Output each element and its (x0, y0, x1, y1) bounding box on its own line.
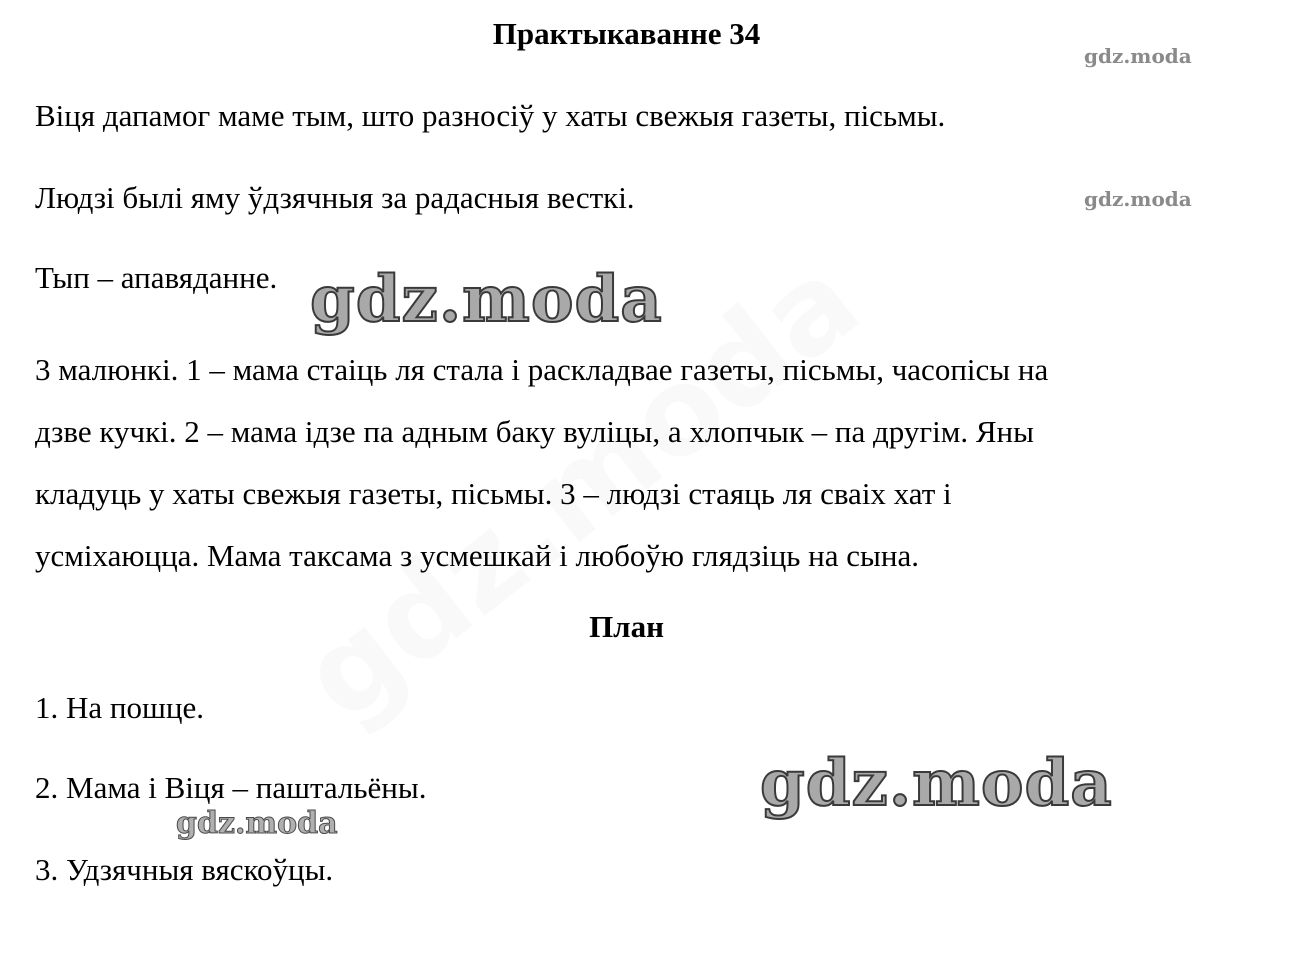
text-line-2: Людзі былі яму ўдзячныя за радасныя весткі. (35, 180, 635, 215)
watermark-small-right: gdz.moda (1084, 187, 1192, 211)
watermark-large-center: gdz.moda (310, 262, 663, 337)
watermark-large-bottom: gdz.moda (760, 746, 1113, 821)
paragraph-line-4: усміхаюцца. Мама таксама з усмешкай і любоўю глядзіць на сына. (35, 538, 919, 573)
plan-item-2: 2. Мама і Віця – паштальёны. (35, 770, 427, 805)
paragraph-line-2: дзве кучкі. 2 – мама ідзе па адным баку вуліцы, а хлопчык – па другім. Яны (35, 414, 1034, 449)
plan-item-3: 3. Удзячныя вяскоўцы. (35, 852, 334, 887)
plan-item-1: 1. На пошце. (35, 690, 204, 725)
watermark-medium-bottom: gdz.moda (176, 806, 338, 841)
paragraph-line-1: 3 малюнкі. 1 – мама стаіць ля стала і раскладвае газеты, пісьмы, часопісы на (35, 352, 1049, 387)
text-line-1: Віця дапамог маме тым, што разносіў у хаты свежыя газеты, пісьмы. (35, 98, 946, 133)
watermark-small-top: gdz.moda (1084, 44, 1192, 68)
text-line-3: Тып – апавяданне. (35, 260, 278, 295)
page-title: Практыкаванне 34 (492, 16, 761, 51)
paragraph-line-3: кладуць у хаты свежыя газеты, пісьмы. 3 – людзі стаяць ля сваіх хат і (35, 476, 952, 511)
plan-heading: План (589, 609, 664, 644)
